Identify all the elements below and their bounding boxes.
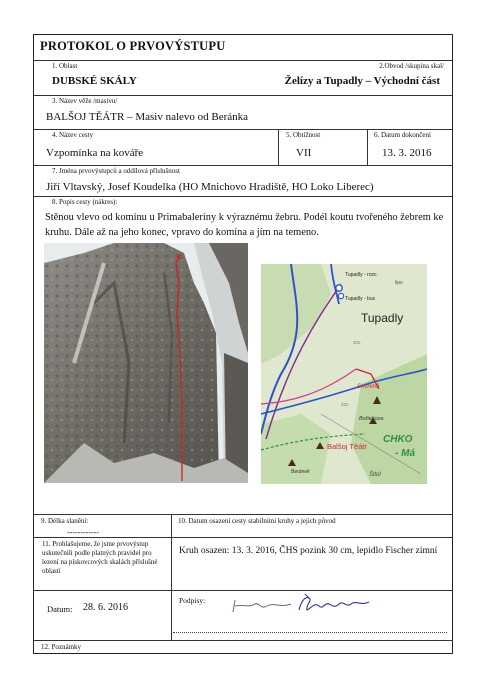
grade-label: 5. Obtížnost <box>286 131 321 139</box>
district-value: Želízy a Tupadly – Východní část <box>284 75 440 87</box>
divider <box>34 129 452 130</box>
signatures-label: Podpisy: <box>179 596 206 605</box>
length-label: 9. Délka slanění: <box>41 517 89 525</box>
map-label-boriekova: Bořiekova <box>359 416 384 422</box>
route-photo <box>44 243 248 483</box>
map-label-sitol: Šitol <box>369 472 381 478</box>
map-label-bus: Tupadly - bus <box>345 296 376 302</box>
description-text: Stěnou vlevo od komínu u Primabaleríny k výraznému žebru. Podél koutu tvořeného žebrem ke kruhu. Dále až na jeho konec, vpravo do komína a jím na temeno. <box>45 212 444 238</box>
divider <box>34 165 452 166</box>
grade-value: VII <box>296 147 312 159</box>
route-map <box>261 264 427 484</box>
map-label-tupadly: Tupadly <box>361 311 404 325</box>
map-label-beranek: Beránek <box>291 469 310 475</box>
map-label-num2: 302 <box>353 340 361 345</box>
divider <box>34 196 452 197</box>
date-value: 28. 6. 2016 <box>83 602 128 613</box>
map-label-balsoj: Balšoj Těátr <box>327 442 367 451</box>
map-label-num1: 322 <box>341 402 349 407</box>
route-value: Vzpomínka na kováře <box>46 147 144 159</box>
area-label: 1. Oblast <box>52 62 78 70</box>
map-label-seviena: Sevřená <box>357 384 380 390</box>
completion-date-value: 13. 3. 2016 <box>382 147 432 159</box>
climbers-value: Jiří Vltavský, Josef Koudelka (HO Mnichovo Hradiště, HO Loko Liberec) <box>46 181 374 193</box>
divider <box>34 60 452 61</box>
map-label-rozc: Tupadly - rozc. <box>345 272 378 278</box>
length-value: ------------ <box>67 528 99 537</box>
divider <box>34 95 452 96</box>
form-title: PROTOKOL O PRVOVÝSTUPU <box>40 39 226 53</box>
anchor-value: Kruh osazen: 13. 3. 2016, ČHS pozink 30 cm, lepidlo Fischer zimní <box>179 546 438 556</box>
area-value: DUBSKÉ SKÁLY <box>52 75 137 87</box>
map-label-lipo: lipo <box>395 280 403 286</box>
completion-date-label: 6. Datum dokončení <box>374 131 431 139</box>
divider <box>367 129 368 165</box>
district-label: 2.Obvod /skupina skal/ <box>379 62 444 70</box>
climbers-label: 7. Jména prvovýstupců a oddílová příslušnost <box>52 167 180 175</box>
anchor-label: 10. Datum osazení cesty stabilními kruhy a jejich původ <box>178 517 336 525</box>
divider <box>278 129 279 165</box>
date-label: Datum: <box>47 604 73 614</box>
map-label-chko: CHKO <box>383 434 413 445</box>
notes-label: 12. Poznámky <box>41 643 82 651</box>
tower-value: BALŠOJ TĚÁTR – Masiv nalevo od Beránka <box>46 111 249 123</box>
tower-label: 3. Název věže /masivu/ <box>52 97 118 105</box>
description-label: 8. Popis cesty (nákres): <box>52 198 118 206</box>
route-label: 4. Název cesty <box>52 131 94 139</box>
declaration-text: 11. Prohlašujeme, že jsme prvovýstup uskutečnili podle platných pravidel pro lezení na pískovcových skalách příslušné oblasti <box>42 540 158 575</box>
map-label-ma: - Má <box>395 448 415 459</box>
